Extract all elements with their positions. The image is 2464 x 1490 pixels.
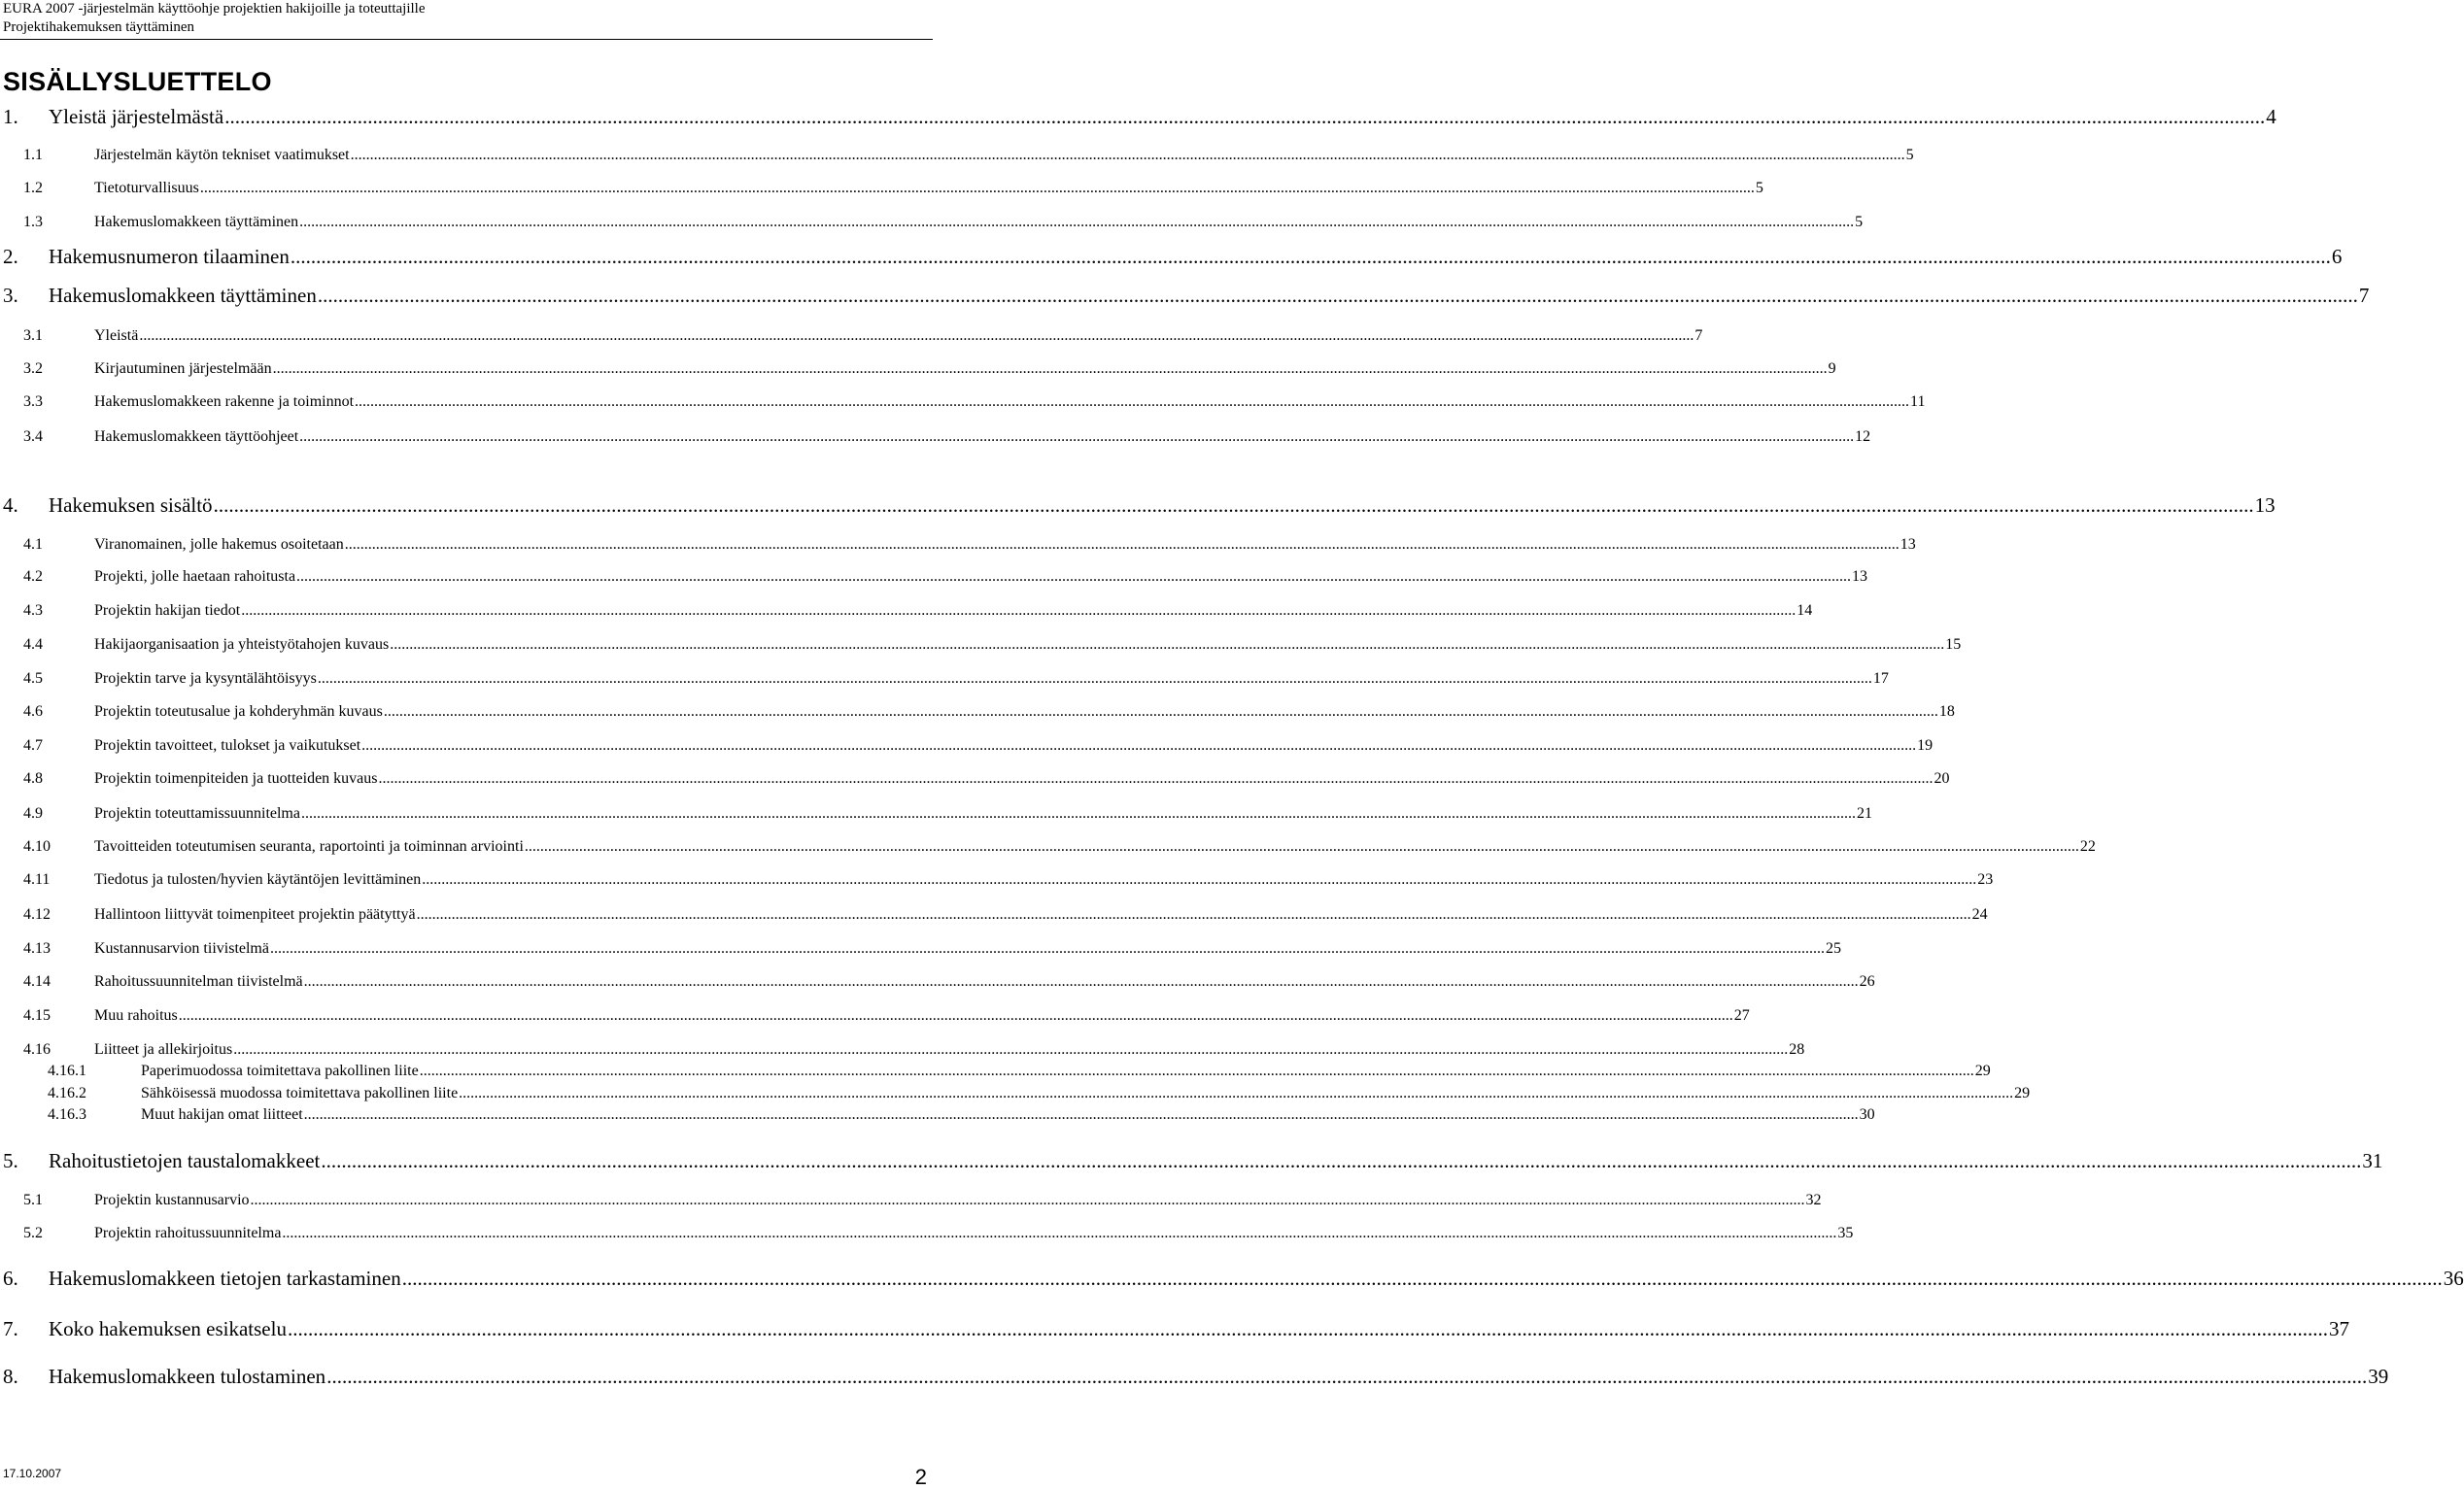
toc-dot-leader: ................................................................................................................................................................................................................................................................................................................................................................................................................	[419, 1063, 1974, 1079]
toc-entry[interactable]	[0, 904, 1988, 926]
toc-dot-leader: ................................................................................................................................................................................................................................................................................................................................................................................................................	[272, 360, 1828, 377]
toc-entry-number: 4.12	[23, 906, 51, 923]
toc-entry-number: 4.16.3	[48, 1106, 86, 1123]
toc-entry-page: 35	[1837, 1225, 1854, 1241]
toc-entry-page: 39	[2368, 1365, 2389, 1388]
toc-entry[interactable]	[0, 1265, 2464, 1292]
toc-dot-leader: ................................................................................................................................................................................................................................................................................................................................................................................................................	[250, 1192, 1805, 1208]
toc-entry-page: 13	[2254, 493, 2276, 517]
toc-entry-page: 15	[1945, 636, 1962, 653]
toc-entry[interactable]	[0, 1363, 2389, 1390]
toc-entry-page: 5	[1755, 180, 1763, 196]
toc-entry[interactable]	[0, 325, 1703, 347]
toc-entry-label: Projektin toteutusalue ja kohderyhmän kuvaus	[94, 703, 383, 720]
toc-entry-label: Projektin toteuttamissuunnitelma	[94, 805, 300, 822]
toc-entry[interactable]	[0, 1039, 1805, 1061]
toc-entry-label: Rahoitustietojen taustalomakkeet	[49, 1149, 321, 1172]
toc-entry-label: Viranomainen, jolle hakemus osoitetaan	[94, 536, 344, 553]
toc-entry-number: 8.	[3, 1365, 18, 1388]
toc-entry-label: Projektin tarve ja kysyntälähtöisyys	[94, 670, 317, 687]
toc-dot-leader: ................................................................................................................................................................................................................................................................................................................................................................................................................	[224, 105, 2266, 128]
toc-entry-page: 29	[2014, 1085, 2031, 1101]
toc-entry-label: Kustannusarvion tiivistelmä	[94, 940, 269, 957]
toc-entry-page: 5	[1905, 147, 1914, 163]
toc-dot-leader: ................................................................................................................................................................................................................................................................................................................................................................................................................	[378, 770, 1934, 787]
toc-entry-page: 32	[1805, 1192, 1822, 1208]
toc-entry[interactable]	[0, 282, 2370, 309]
toc-entry-label: Koko hakemuksen esikatselu	[49, 1317, 287, 1340]
toc-dot-leader: ................................................................................................................................................................................................................................................................................................................................................................................................................	[344, 536, 1899, 553]
toc-entry-page: 36	[2443, 1267, 2464, 1290]
toc-entry-page: 20	[1934, 770, 1950, 787]
toc-entry[interactable]	[0, 358, 1836, 380]
footer-page-number: 2	[914, 1465, 927, 1489]
toc-entry-label: Tavoitteiden toteutumisen seuranta, raportointi ja toiminnan arviointi	[94, 838, 524, 855]
toc-entry-page: 22	[2079, 838, 2096, 855]
toc-entry-number: 1.2	[23, 180, 43, 196]
toc-entry-number: 4.15	[23, 1007, 51, 1024]
toc-entry-label: Sähköisessä muodossa toimitettava pakollinen liite	[141, 1085, 459, 1101]
toc-entry-label: Yleistä järjestelmästä	[49, 105, 224, 128]
toc-entry-label: Muu rahoitus	[94, 1007, 178, 1024]
toc-entry[interactable]	[0, 391, 1926, 413]
toc-entry-label: Hakemusnumeron tilaaminen	[49, 245, 290, 268]
toc-entry-page: 14	[1797, 602, 1813, 619]
toc-dot-leader: ................................................................................................................................................................................................................................................................................................................................................................................................................	[321, 1149, 2362, 1172]
toc-entry[interactable]	[0, 1061, 1991, 1082]
toc-entry-label: Hakijaorganisaation ja yhteistyötahojen kuvaus	[94, 636, 390, 653]
toc-entry-label: Kirjautuminen järjestelmään	[94, 360, 272, 377]
toc-entry[interactable]	[0, 243, 2343, 270]
toc-entry-number: 5.2	[23, 1225, 43, 1241]
toc-entry[interactable]	[0, 1315, 2349, 1342]
toc-entry-label: Hakemuksen sisältö	[49, 493, 213, 517]
toc-entry-number: 4.11	[23, 871, 51, 888]
toc-entry-page: 25	[1825, 940, 1841, 957]
toc-entry[interactable]	[0, 1147, 2383, 1174]
toc-entry-label: Hallintoon liittyvät toimenpiteet projektin päätyttyä	[94, 906, 416, 923]
toc-entry-label: Tiedotus ja tulosten/hyvien käytäntöjen levittäminen	[94, 871, 422, 888]
toc-entry-page: 19	[1917, 737, 1934, 754]
toc-entry-number: 4.14	[23, 973, 51, 990]
toc-dot-leader: ................................................................................................................................................................................................................................................................................................................................................................................................................	[303, 973, 1859, 990]
toc-entry-page: 26	[1859, 973, 1875, 990]
header-section-title: Projektihakemuksen täyttäminen	[3, 19, 195, 35]
toc-dot-leader: ................................................................................................................................................................................................................................................................................................................................................................................................................	[282, 1225, 1837, 1241]
toc-entry-number: 3.2	[23, 360, 43, 377]
toc-entry-page: 7	[2358, 284, 2370, 307]
toc-entry-page: 9	[1828, 360, 1836, 377]
toc-entry-page: 21	[1856, 805, 1872, 822]
toc-entry-label: Hakemuslomakkeen rakenne ja toiminnot	[94, 393, 355, 410]
toc-dot-leader: ................................................................................................................................................................................................................................................................................................................................................................................................................	[383, 703, 1938, 720]
toc-entry-number: 6.	[3, 1267, 18, 1290]
toc-entry-number: 4.13	[23, 940, 51, 957]
toc-dot-leader: ................................................................................................................................................................................................................................................................................................................................................................................................................	[317, 670, 1872, 687]
toc-entry-number: 3.3	[23, 393, 43, 410]
toc-dot-leader: ................................................................................................................................................................................................................................................................................................................................................................................................................	[290, 245, 2331, 268]
toc-dot-leader: ................................................................................................................................................................................................................................................................................................................................................................................................................	[296, 568, 1852, 585]
toc-entry[interactable]	[0, 178, 1763, 199]
toc-entry-number: 4.9	[23, 805, 43, 822]
toc-entry-number: 4.4	[23, 636, 43, 653]
toc-entry-label: Projektin rahoitussuunnitelma	[94, 1225, 282, 1241]
toc-dot-leader: ................................................................................................................................................................................................................................................................................................................................................................................................................	[139, 327, 1694, 344]
toc-entry-page: 27	[1733, 1007, 1750, 1024]
toc-entry[interactable]	[0, 534, 1916, 556]
toc-dot-leader: ................................................................................................................................................................................................................................................................................................................................................................................................................	[361, 737, 1917, 754]
toc-entry-number: 1.	[3, 105, 18, 128]
toc-entry-page: 12	[1855, 428, 1871, 445]
toc-entry-number: 4.16	[23, 1041, 51, 1058]
toc-dot-leader: ................................................................................................................................................................................................................................................................................................................................................................................................................	[300, 805, 1856, 822]
toc-dot-leader: ................................................................................................................................................................................................................................................................................................................................................................................................................	[233, 1041, 1789, 1058]
toc-dot-leader: ................................................................................................................................................................................................................................................................................................................................................................................................................	[326, 1365, 2368, 1388]
toc-dot-leader: ................................................................................................................................................................................................................................................................................................................................................................................................................	[401, 1267, 2443, 1290]
toc-entry[interactable]	[0, 938, 1841, 960]
toc-entry-page: 5	[1855, 214, 1864, 230]
toc-entry[interactable]	[0, 1005, 1750, 1027]
toc-dot-leader: ................................................................................................................................................................................................................................................................................................................................................................................................................	[213, 493, 2254, 517]
toc-entry-number: 1.1	[23, 147, 43, 163]
toc-entry[interactable]	[0, 145, 1914, 166]
toc-entry[interactable]	[0, 735, 1934, 757]
toc-dot-leader: ................................................................................................................................................................................................................................................................................................................................................................................................................	[299, 428, 1855, 445]
toc-entry[interactable]	[0, 600, 1813, 622]
toc-entry[interactable]	[0, 1104, 1875, 1126]
toc-entry-number: 4.16.2	[48, 1085, 86, 1101]
page-header	[3, 0, 425, 37]
toc-entry-page: 17	[1872, 670, 1889, 687]
toc-entry-number: 4.5	[23, 670, 43, 687]
toc-entry-page: 30	[1859, 1106, 1875, 1123]
toc-entry-number: 5.1	[23, 1192, 43, 1208]
toc-entry-label: Järjestelmän käytön tekniset vaatimukset	[94, 147, 350, 163]
toc-entry-number: 4.3	[23, 602, 43, 619]
toc-dot-leader: ................................................................................................................................................................................................................................................................................................................................................................................................................	[299, 214, 1855, 230]
toc-entry-number: 4.10	[23, 838, 51, 855]
toc-dot-leader: ................................................................................................................................................................................................................................................................................................................................................................................................................	[350, 147, 1905, 163]
header-divider	[0, 39, 933, 40]
toc-entry[interactable]	[0, 491, 2276, 519]
toc-dot-leader: ................................................................................................................................................................................................................................................................................................................................................................................................................	[178, 1007, 1733, 1024]
toc-entry-label: Rahoitussuunnitelman tiivistelmä	[94, 973, 303, 990]
toc-entry-label: Yleistä	[94, 327, 139, 344]
toc-entry-label: Hakemuslomakkeen täyttöohjeet	[94, 428, 299, 445]
toc-entry-label: Projektin kustannusarvio	[94, 1192, 250, 1208]
toc-entry[interactable]	[0, 701, 1955, 723]
toc-entry-number: 2.	[3, 245, 18, 268]
header-document-title: EURA 2007 -järjestelmän käyttöohje projektien hakijoille ja toteuttajille	[3, 1, 426, 17]
toc-entry-page: 4	[2266, 105, 2276, 128]
toc-entry-label: Hakemuslomakkeen tietojen tarkastaminen	[49, 1267, 401, 1290]
toc-entry[interactable]	[0, 1223, 1854, 1244]
toc-entry-label: Projekti, jolle haetaan rahoitusta	[94, 568, 296, 585]
toc-entry-page: 6	[2331, 245, 2343, 268]
toc-entry-page: 28	[1789, 1041, 1805, 1058]
page-footer	[0, 1457, 933, 1487]
toc-entry[interactable]	[0, 566, 1868, 588]
toc-entry-label: Projektin toimenpiteiden ja tuotteiden kuvaus	[94, 770, 378, 787]
footer-date: 17.10.2007	[3, 1467, 62, 1480]
toc-dot-leader: ................................................................................................................................................................................................................................................................................................................................................................................................................	[422, 871, 1977, 888]
toc-entry-number: 4.6	[23, 703, 43, 720]
toc-dot-leader: ................................................................................................................................................................................................................................................................................................................................................................................................................	[416, 906, 1971, 923]
toc-entry-number: 4.1	[23, 536, 43, 553]
toc-entry-page: 13	[1899, 536, 1916, 553]
toc-dot-leader: ................................................................................................................................................................................................................................................................................................................................................................................................................	[459, 1085, 2014, 1101]
toc-entry-number: 4.	[3, 493, 18, 517]
toc-entry-page: 13	[1852, 568, 1868, 585]
toc-entry-page: 7	[1694, 327, 1703, 344]
toc-entry-label: Paperimuodossa toimitettava pakollinen liite	[141, 1063, 419, 1079]
toc-entry[interactable]	[0, 1083, 2031, 1104]
toc-dot-leader: ................................................................................................................................................................................................................................................................................................................................................................................................................	[269, 940, 1825, 957]
toc-entry-number: 4.7	[23, 737, 43, 754]
toc-dot-leader: ................................................................................................................................................................................................................................................................................................................................................................................................................	[390, 636, 1945, 653]
toc-entry-label: Liitteet ja allekirjoitus	[94, 1041, 233, 1058]
toc-entry-number: 4.8	[23, 770, 43, 787]
toc-entry[interactable]	[0, 869, 1994, 891]
toc-entry-page: 23	[1977, 871, 1994, 888]
toc-entry[interactable]	[0, 212, 1864, 233]
toc-entry[interactable]	[0, 971, 1875, 993]
toc-entry[interactable]	[0, 768, 1950, 790]
toc-entry[interactable]	[0, 1190, 1822, 1211]
toc-entry-page: 24	[1971, 906, 1988, 923]
toc-entry-number: 4.16.1	[48, 1063, 86, 1079]
toc-entry-page: 11	[1910, 393, 1926, 410]
toc-entry-page: 29	[1974, 1063, 1991, 1079]
toc-entry-number: 5.	[3, 1149, 18, 1172]
toc-dot-leader: ................................................................................................................................................................................................................................................................................................................................................................................................................	[287, 1317, 2328, 1340]
toc-title: SISÄLLYSLUETTELO	[3, 67, 272, 96]
toc-entry-label: Hakemuslomakkeen tulostaminen	[49, 1365, 326, 1388]
toc-entry-label: Hakemuslomakkeen täyttäminen	[94, 214, 299, 230]
toc-entry-page: 37	[2328, 1317, 2349, 1340]
toc-entry-label: Muut hakijan omat liitteet	[141, 1106, 303, 1123]
toc-entry-number: 7.	[3, 1317, 18, 1340]
toc-entry-label: Hakemuslomakkeen täyttäminen	[49, 284, 317, 307]
toc-entry-page: 31	[2362, 1149, 2383, 1172]
toc-entry[interactable]	[0, 103, 2276, 130]
toc-entry[interactable]	[0, 634, 1962, 656]
toc-entry-number: 3.	[3, 284, 18, 307]
toc-entry-number: 4.2	[23, 568, 43, 585]
toc-dot-leader: ................................................................................................................................................................................................................................................................................................................................................................................................................	[199, 180, 1755, 196]
toc-dot-leader: ................................................................................................................................................................................................................................................................................................................................................................................................................	[524, 838, 2079, 855]
toc-dot-leader: ................................................................................................................................................................................................................................................................................................................................................................................................................	[303, 1106, 1859, 1123]
toc-entry[interactable]	[0, 426, 1871, 448]
toc-entry[interactable]	[0, 836, 2096, 858]
toc-entry-number: 1.3	[23, 214, 43, 230]
toc-entry-label: Tietoturvallisuus	[94, 180, 199, 196]
toc-entry-label: Projektin tavoitteet, tulokset ja vaikutukset	[94, 737, 361, 754]
toc-entry[interactable]	[0, 803, 1872, 825]
toc-entry-number: 3.1	[23, 327, 43, 344]
toc-entry-page: 18	[1938, 703, 1955, 720]
toc-entry-label: Projektin hakijan tiedot	[94, 602, 241, 619]
toc-dot-leader: ................................................................................................................................................................................................................................................................................................................................................................................................................	[355, 393, 1910, 410]
toc-dot-leader: ................................................................................................................................................................................................................................................................................................................................................................................................................	[317, 284, 2358, 307]
toc-entry-number: 3.4	[23, 428, 43, 445]
toc-entry[interactable]	[0, 668, 1889, 690]
toc-dot-leader: ................................................................................................................................................................................................................................................................................................................................................................................................................	[241, 602, 1797, 619]
